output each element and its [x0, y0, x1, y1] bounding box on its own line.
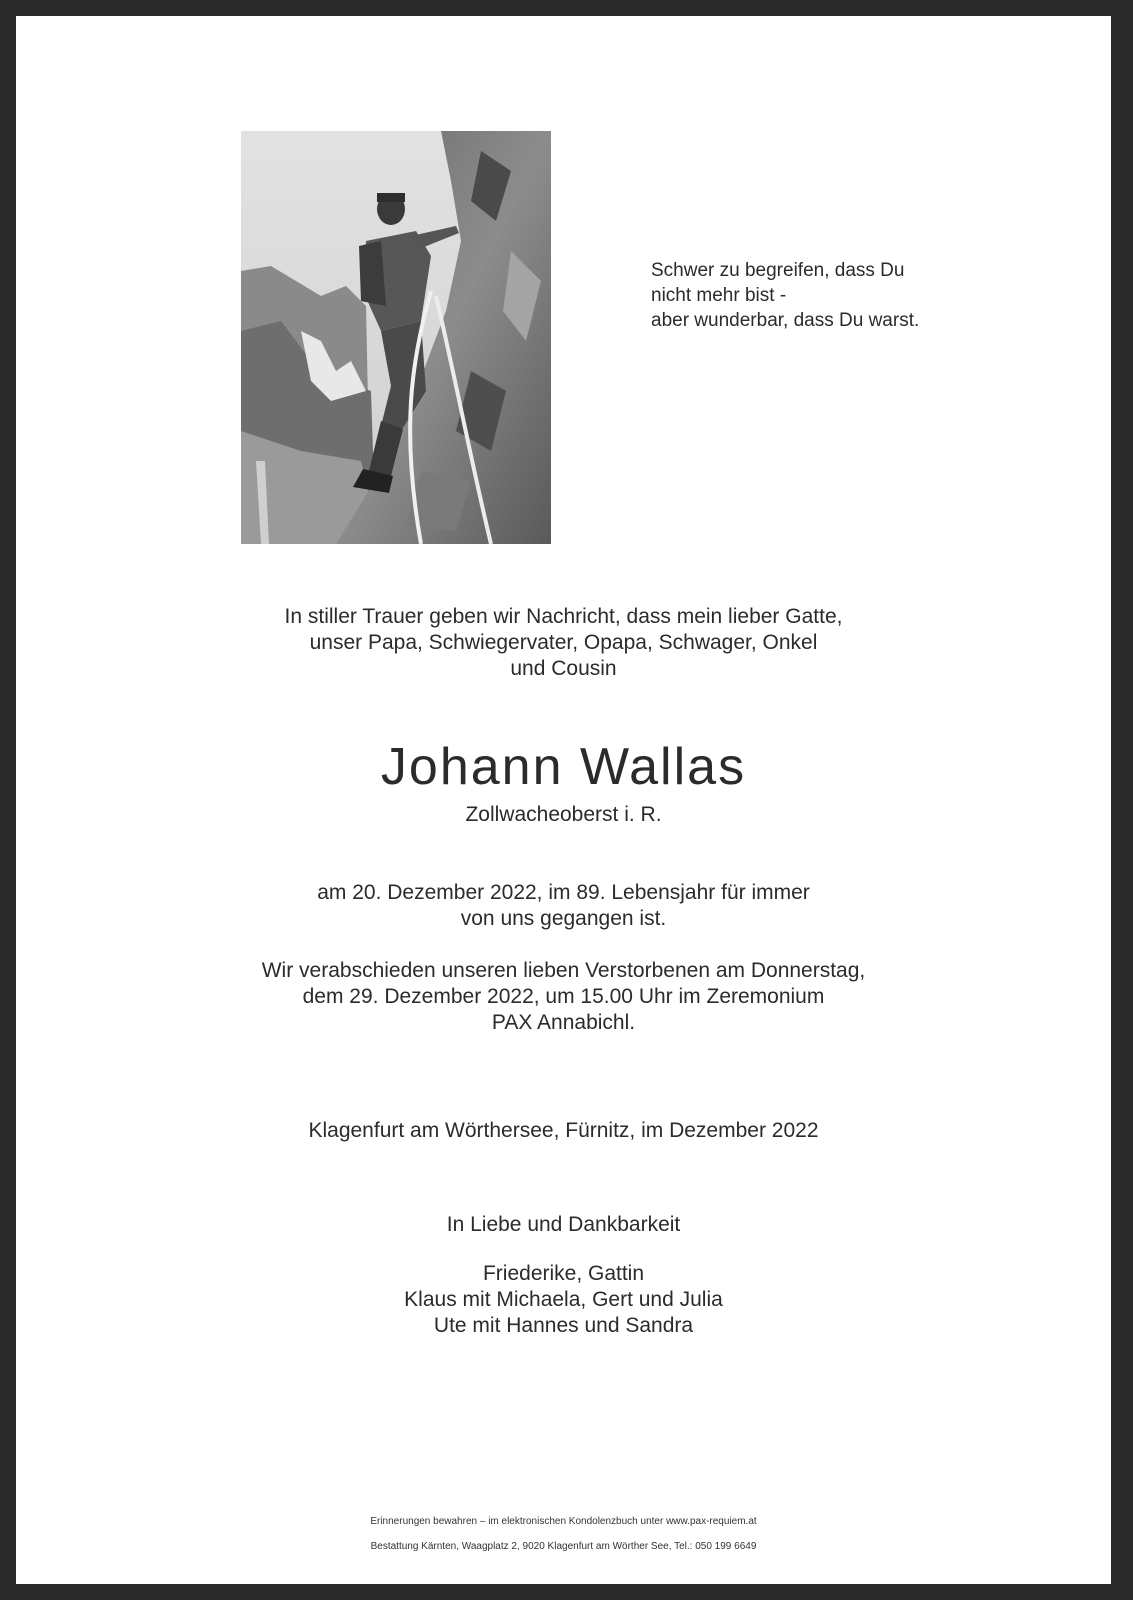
mourner-line: Friederike, Gattin [482, 1262, 645, 1285]
deceased-title: Zollwacheoberst i. R. [465, 803, 662, 826]
announcement-intro [16, 604, 1111, 682]
climber-photo [241, 131, 551, 544]
ceremony-line: dem 29. Dezember 2022, um 15.00 Uhr im Zeremonium [302, 985, 825, 1008]
mourner-line: Klaus mit Michaela, Gert und Julia [404, 1288, 723, 1311]
deceased-name: Johann Wallas [380, 738, 747, 796]
passing-line: von uns gegangen ist. [460, 907, 667, 930]
ceremony-line: PAX Annabichl. [491, 1011, 636, 1034]
closing-phrase: In Liebe und Dankbarkeit [446, 1213, 681, 1236]
footer-condolence-link: Erinnerungen bewahren – im elektronischen Kondolenzbuch unter www.pax-requiem.at [370, 1516, 757, 1527]
quote-line: aber wunderbar, dass Du warst. [651, 310, 920, 331]
memorial-quote [651, 258, 919, 333]
ceremony-line: Wir verabschieden unseren lieben Verstorbenen am Donnerstag, [261, 959, 866, 982]
footer-address: Bestattung Kärnten, Waagplatz 2, 9020 Klagenfurt am Wörther See, Tel.: 050 199 6649 [370, 1541, 757, 1552]
intro-line: In stiller Trauer geben wir Nachricht, dass mein lieber Gatte, [284, 605, 843, 628]
mourners-list [16, 1261, 1111, 1339]
passing-notice [16, 880, 1111, 932]
quote-line: Schwer zu begreifen, dass Du [651, 260, 905, 281]
passing-line: am 20. Dezember 2022, im 89. Lebensjahr für immer [317, 881, 810, 904]
place-and-date: Klagenfurt am Wörthersee, Fürnitz, im Dezember 2022 [308, 1119, 819, 1142]
intro-line: und Cousin [510, 657, 617, 680]
ceremony-notice [16, 958, 1111, 1036]
intro-line: unser Papa, Schwiegervater, Opapa, Schwager, Onkel [309, 631, 818, 654]
mourner-line: Ute mit Hannes und Sandra [433, 1314, 694, 1337]
quote-line: nicht mehr bist - [651, 285, 787, 306]
